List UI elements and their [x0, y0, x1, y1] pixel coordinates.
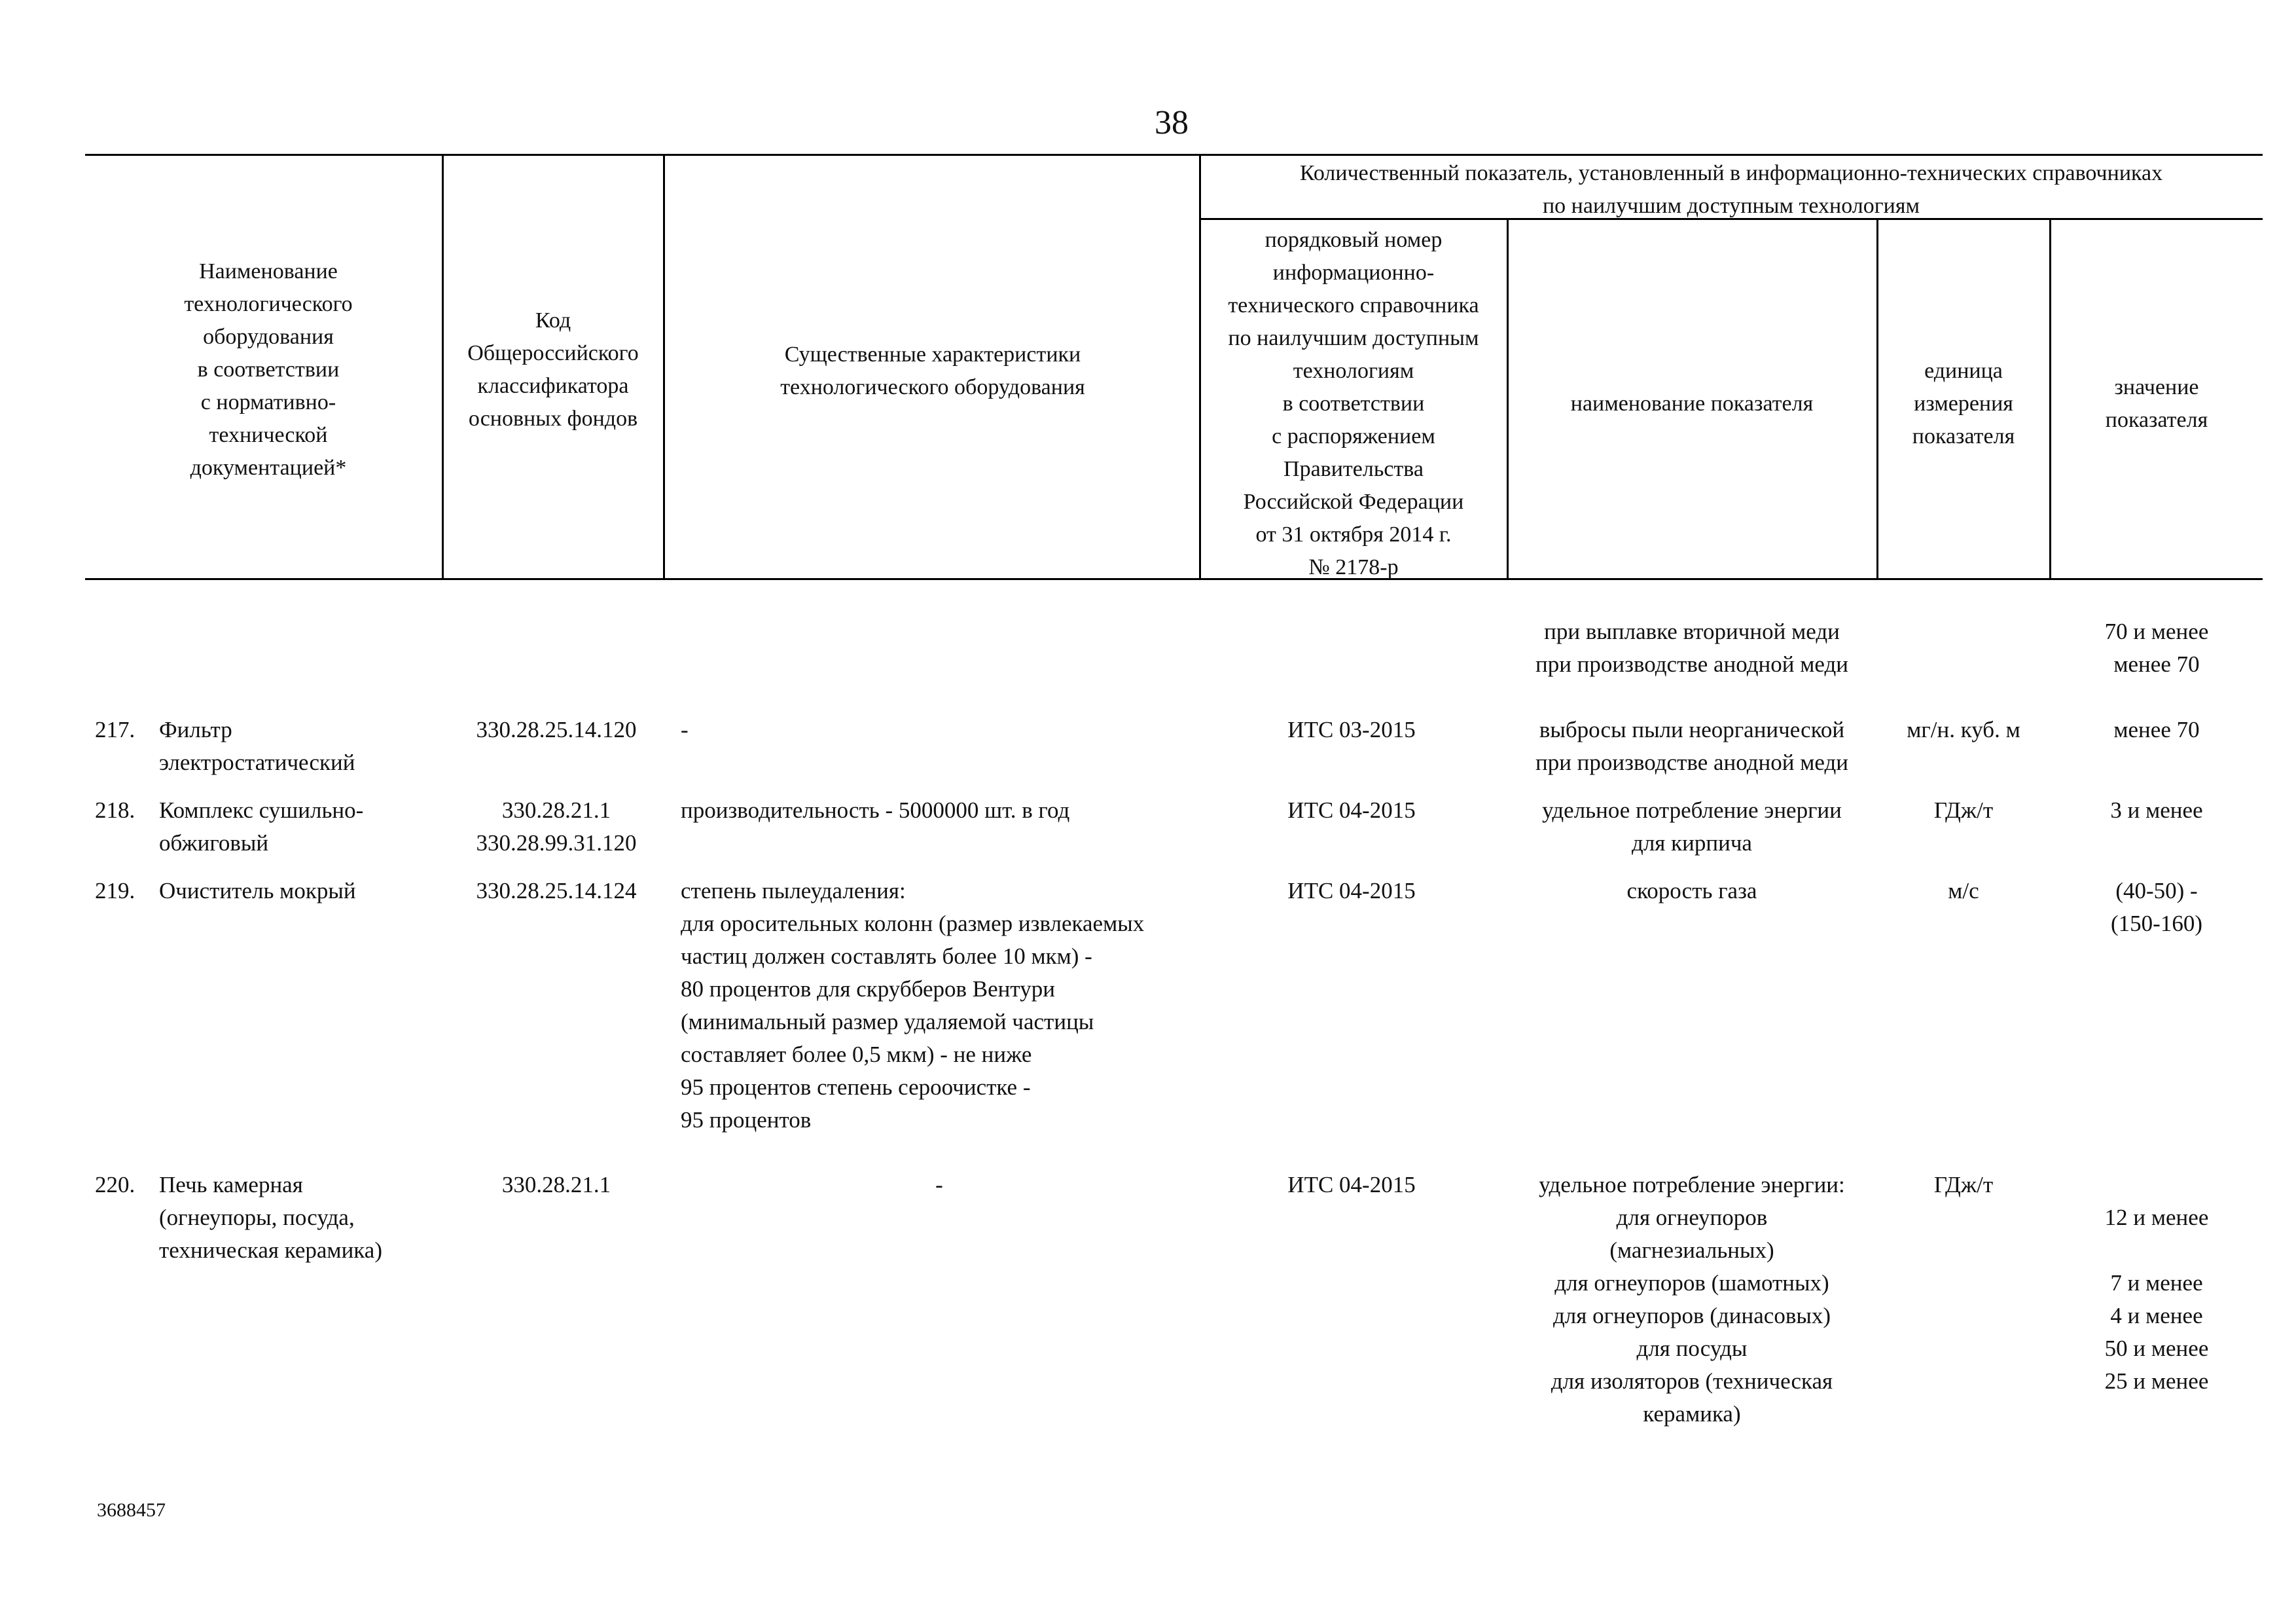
okof-code: 330.28.25.14.124	[476, 878, 637, 903]
okof-code: 330.28.21.1 330.28.99.31.120	[476, 797, 637, 856]
header-unit: единица измерения показателя	[1912, 359, 2015, 448]
header-bottom-rule	[85, 578, 2263, 580]
indicator-name: удельное потребление энергии для кирпича	[1542, 797, 1842, 856]
header-its-number: порядковый номер информационно- технического справочника по наилучшим доступным технологиям в соответствии с распоряжением Правительства Российской Федерации от 31 октября 2014 г. № 2178-р	[1228, 228, 1479, 579]
equipment-name: Очиститель мокрый	[159, 878, 356, 903]
header-indicator-name: наименование показателя	[1570, 392, 1814, 416]
col-divider-4	[1507, 219, 1509, 579]
indicator-unit: ГДж/т	[1933, 797, 1994, 823]
indicator-value: 12 и менее 7 и менее 4 и менее 50 и менее 25 и менее	[2104, 1205, 2209, 1394]
its-number: ИТС 04-2015	[1287, 1172, 1416, 1197]
row-number: 218.	[95, 797, 135, 823]
col-divider-3	[1199, 155, 1201, 579]
header-value: значение показателя	[2105, 375, 2208, 432]
table-top-rule	[85, 154, 2263, 156]
equipment-name: Печь камерная (огнеупоры, посуда, техническая керамика)	[159, 1172, 382, 1263]
indicator-unit: мг/н. куб. м	[1907, 717, 2020, 742]
header-okof-code: Код Общероссийского классификатора основных фондов	[467, 308, 639, 431]
col-divider-2	[663, 155, 665, 579]
document-id: 3688457	[97, 1499, 166, 1521]
cont-value: 70 и менее менее 70	[2104, 619, 2209, 677]
equipment-name: Фильтр электростатический	[159, 717, 355, 775]
header-indicator-group: Количественный показатель, установленный в информационно-технических справочниках по наилучшим доступным технологиям	[1299, 161, 2163, 218]
col-divider-6	[2049, 219, 2051, 579]
characteristics: -	[935, 1172, 943, 1197]
indicator-name: удельное потребление энергии: для огнеупоров (магнезиальных) для огнеупоров (шамотных) для огнеупоров (динасовых) для посуды для изоляторов (техническая керамика)	[1539, 1172, 1845, 1427]
its-number: ИТС 04-2015	[1287, 797, 1416, 823]
characteristics: -	[681, 717, 689, 742]
okof-code: 330.28.21.1	[501, 1172, 611, 1197]
page-number: 38	[1155, 104, 1189, 141]
equipment-name: Комплекс сушильно- обжиговый	[159, 797, 364, 856]
its-number: ИТС 04-2015	[1287, 878, 1416, 903]
its-number: ИТС 03-2015	[1287, 717, 1416, 742]
indicator-name: скорость газа	[1626, 878, 1757, 903]
row-number: 219.	[95, 878, 135, 903]
col-divider-1	[442, 155, 444, 579]
indicator-name: выбросы пыли неорганической при производстве анодной меди	[1535, 717, 1849, 775]
header-characteristics: Существенные характеристики технологического оборудования	[780, 342, 1085, 399]
col-divider-5	[1876, 219, 1878, 579]
indicator-value: 3 и менее	[2110, 797, 2203, 823]
cont-indicator: при выплавке вторичной меди при производстве анодной меди	[1535, 619, 1849, 677]
characteristics: степень пылеудаления: для оросительных колонн (размер извлекаемых частиц должен составлять более 10 мкм) - 80 процентов для скрубберов Вентури (минимальный размер удаляемой частицы составляет более 0,5 мкм) - не ниже 95 процентов степень сероочистке - 95 процентов	[681, 878, 1145, 1133]
row-number: 220.	[95, 1172, 135, 1197]
characteristics: производительность - 5000000 шт. в год	[681, 797, 1070, 823]
indicator-value: менее 70	[2113, 717, 2200, 742]
okof-code: 330.28.25.14.120	[476, 717, 637, 742]
indicator-unit: ГДж/т	[1933, 1172, 1994, 1197]
header-equipment-name: Наименование технологического оборудования в соответствии с нормативно- технической документацией*	[184, 259, 353, 480]
row-number: 217.	[95, 717, 135, 742]
indicator-unit: м/с	[1948, 878, 1979, 903]
indicator-value: (40-50) - (150-160)	[2111, 878, 2202, 936]
